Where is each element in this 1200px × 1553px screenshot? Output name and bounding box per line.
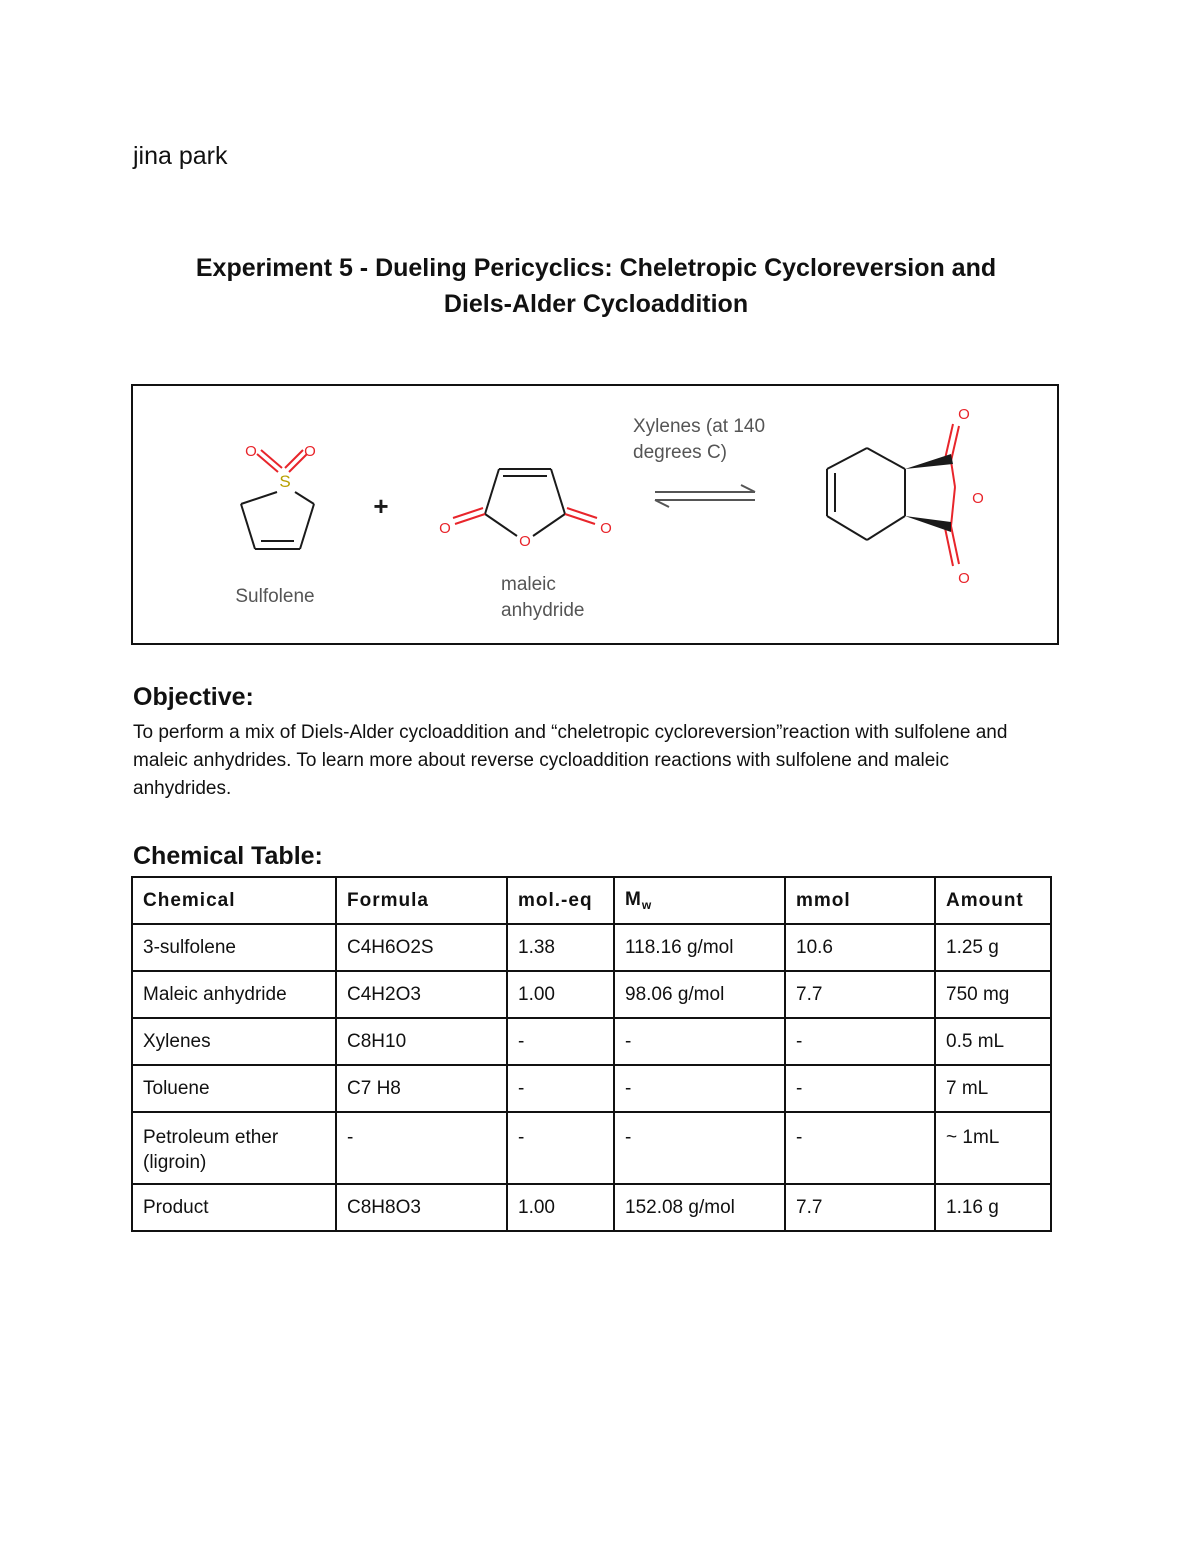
table-cell: 1.16 g bbox=[935, 1184, 1051, 1231]
table-cell: - bbox=[614, 1065, 785, 1112]
table-cell: 98.06 g/mol bbox=[614, 971, 785, 1018]
table-cell: 152.08 g/mol bbox=[614, 1184, 785, 1231]
table-row bbox=[132, 971, 1051, 1018]
table-cell: - bbox=[507, 1112, 614, 1184]
table-cell: Petroleum ether (ligroin) bbox=[132, 1112, 336, 1184]
sulfolene-structure bbox=[241, 450, 314, 549]
objective-text: To perform a mix of Diels-Alder cycloaddition and “cheletropic cycloreversion”reaction with sulfolene and maleic anhydrides. To learn more about reverse cycloaddition reactions with sulfolene and maleic anhydrides. bbox=[133, 722, 1008, 799]
sulfur-atom-label: S bbox=[279, 472, 291, 491]
table-cell: C7 H8 bbox=[336, 1065, 507, 1112]
table-cell: 0.5 mL bbox=[935, 1018, 1051, 1065]
table-cell: 1.25 g bbox=[935, 924, 1051, 971]
table-cell: - bbox=[507, 1065, 614, 1112]
title-line-1: Experiment 5 - Dueling Pericyclics: Cheletropic Cycloreversion and bbox=[195, 254, 997, 282]
header-chemical: Chemical bbox=[132, 877, 336, 924]
equilibrium-arrow-icon bbox=[655, 485, 755, 507]
table-cell: 118.16 g/mol bbox=[614, 924, 785, 971]
table-cell: - bbox=[614, 1112, 785, 1184]
oxygen-atom-label: O bbox=[519, 533, 531, 550]
mw-subscript: w bbox=[641, 898, 653, 912]
table-cell: 7 mL bbox=[935, 1065, 1051, 1112]
table-cell: 7.7 bbox=[785, 1184, 935, 1231]
oxygen-atom-label: O bbox=[958, 570, 970, 587]
reaction-scheme-drawing bbox=[133, 386, 1057, 643]
table-cell: - bbox=[336, 1112, 507, 1184]
table-cell: C8H8O3 bbox=[336, 1184, 507, 1231]
chemical-table-heading: Chemical Table: bbox=[133, 842, 323, 870]
header-formula: Formula bbox=[336, 877, 507, 924]
product-structure bbox=[827, 424, 959, 566]
table-cell: - bbox=[507, 1018, 614, 1065]
header-mmol: mmol bbox=[785, 877, 935, 924]
table-cell: Toluene bbox=[132, 1065, 336, 1112]
oxygen-atom-label: O bbox=[972, 490, 984, 507]
author-name: jina park bbox=[133, 142, 228, 170]
table-cell: 1.00 bbox=[507, 1184, 614, 1231]
table-cell: Product bbox=[132, 1184, 336, 1231]
table-cell: 1.00 bbox=[507, 971, 614, 1018]
table-cell: Maleic anhydride bbox=[132, 971, 336, 1018]
table-cell: 10.6 bbox=[785, 924, 935, 971]
reaction-scheme bbox=[131, 384, 1059, 645]
wedge-bond bbox=[905, 454, 953, 469]
maleic-anhydride-structure bbox=[453, 469, 597, 536]
plus-sign: + bbox=[373, 491, 389, 521]
table-row bbox=[132, 924, 1051, 971]
oxygen-atom-label: O bbox=[958, 406, 970, 423]
table-cell: C4H6O2S bbox=[336, 924, 507, 971]
chemical-table bbox=[131, 876, 1052, 1232]
table-cell: - bbox=[785, 1112, 935, 1184]
table-cell: C4H2O3 bbox=[336, 971, 507, 1018]
table-header-row bbox=[132, 877, 1051, 924]
maleic-anhydride-label-line-2: anhydride bbox=[501, 600, 585, 621]
maleic-anhydride-label-line-1: maleic bbox=[501, 574, 556, 595]
table-cell: Xylenes bbox=[132, 1018, 336, 1065]
header-mw bbox=[614, 877, 785, 924]
page-title bbox=[133, 250, 1059, 322]
table-cell: ~ 1mL bbox=[935, 1112, 1051, 1184]
wedge-bond bbox=[905, 516, 951, 532]
oxygen-atom-label: O bbox=[245, 443, 257, 460]
oxygen-atom-label: O bbox=[600, 520, 612, 537]
conditions-line-1: Xylenes (at 140 bbox=[633, 416, 766, 437]
table-cell: - bbox=[614, 1018, 785, 1065]
table-row bbox=[132, 1018, 1051, 1065]
objective-heading: Objective: bbox=[133, 683, 254, 711]
title-line-2: Diels-Alder Cycloaddition bbox=[443, 290, 749, 318]
table-row bbox=[132, 1112, 1051, 1184]
table-cell: 7.7 bbox=[785, 971, 935, 1018]
table-row bbox=[132, 1184, 1051, 1231]
sulfolene-label: Sulfolene bbox=[235, 586, 315, 607]
table-cell: 1.38 bbox=[507, 924, 614, 971]
table-cell: 750 mg bbox=[935, 971, 1051, 1018]
table-cell: - bbox=[785, 1065, 935, 1112]
table-cell: C8H10 bbox=[336, 1018, 507, 1065]
table-row bbox=[132, 1065, 1051, 1112]
header-mol-eq: mol.-eq bbox=[507, 877, 614, 924]
mw-symbol: M bbox=[625, 889, 642, 910]
conditions-line-2: degrees C) bbox=[633, 442, 727, 463]
oxygen-atom-label: O bbox=[304, 443, 316, 460]
table-cell: - bbox=[785, 1018, 935, 1065]
header-amount: Amount bbox=[935, 877, 1051, 924]
table-cell: 3-sulfolene bbox=[132, 924, 336, 971]
oxygen-atom-label: O bbox=[439, 520, 451, 537]
